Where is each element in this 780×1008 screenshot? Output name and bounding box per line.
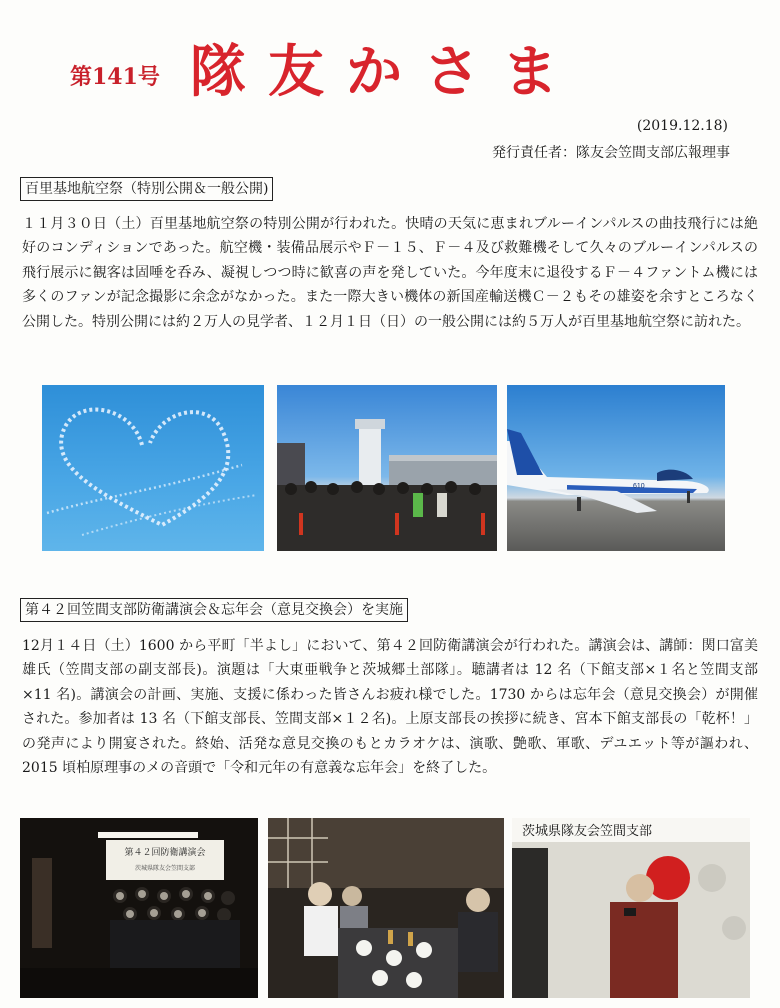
photo-party-table (268, 818, 504, 998)
photo-speaker (512, 818, 750, 998)
crowd-illustration (277, 385, 497, 551)
wall-sign-text: 茨城県隊友会笠間支部 (522, 824, 653, 839)
banner-sub-text: 茨城県隊友会笠間支部 (134, 865, 196, 872)
lecture-illustration (20, 818, 258, 998)
photo-lecture-group (20, 818, 258, 998)
newsletter-title: 隊友かさま (190, 39, 580, 105)
issue-number: 第141号 (70, 64, 160, 90)
heart-smoke-illustration (42, 385, 264, 551)
jet-tail-number: 610 (633, 483, 645, 490)
section-body-lecture: 12月１４日（土）1600 から平町「半よし」において、第４２回防衛講演会が行われた。講演会は、講師：関口富美雄氏（笠間支部の副支部長)。演題は「大東亜戦争と茨城郷土部隊」。聴講者は 12 名（下館支部×１名と笠間支部×11 名)。講演会の計画、実施、支援に係わった皆さんお疲れ様でした。1730 からは忘年会（意見交換会）が開催された。参加者は 13 名（下館支部長、笠間支部×１２名)。上原支部長の挨拶に続き、宮本下館支部長の「乾杯！」の発声により開宴された。終始、活発な意見交換のもとカラオケは、演歌、艶歌、軍歌、デユエット等が謳われ、2015 頃柏原理事のメの音頭で「令和元年の有意義な忘年会」を終了した。 (22, 638, 758, 777)
photo-airshow-crowd (277, 385, 497, 551)
jet-illustration (507, 385, 725, 551)
issue-date: (2019.12.18) (636, 118, 728, 134)
section-heading-lecture: 第４２回笠間支部防衛講演会＆忘年会（意見交換会）を実施 (20, 598, 408, 622)
photo-t4-jet (507, 385, 725, 551)
speaker-illustration (512, 818, 750, 998)
publisher-line: 発行責任者：隊友会笠間支部広報理事 (492, 145, 730, 161)
section-body-airshow: １１月３０日（土）百里基地航空祭の特別公開が行われた。快晴の天気に恵まれブルーインパルスの曲技飛行には絶好のコンディションであった。航空機・装備品展示やＦ－１５、Ｆ－４及び救難機そして久々のブルーインパルスの飛行展示に観客は固唾を呑み、凝視しつつ時に歓喜の声を発していた。今年度末に退役するＦ－４ファントム機には多くのファンが記念撮影に余念がなかった。また一際大きい機体の新国産輸送機Ｃ－２もその雄姿を余すところなく公開した。特別公開には約２万人の見学者、１２月１日（日）の一般公開には約５万人が百里基地航空祭に訪れた。 (22, 216, 758, 330)
section-heading-airshow: 百里基地航空祭（特別公開＆一般公開) (20, 177, 273, 201)
party-illustration (268, 818, 504, 998)
photo-blue-impulse-heart (42, 385, 264, 551)
banner-main-text: 第４２回防衛講演会 (124, 848, 206, 858)
